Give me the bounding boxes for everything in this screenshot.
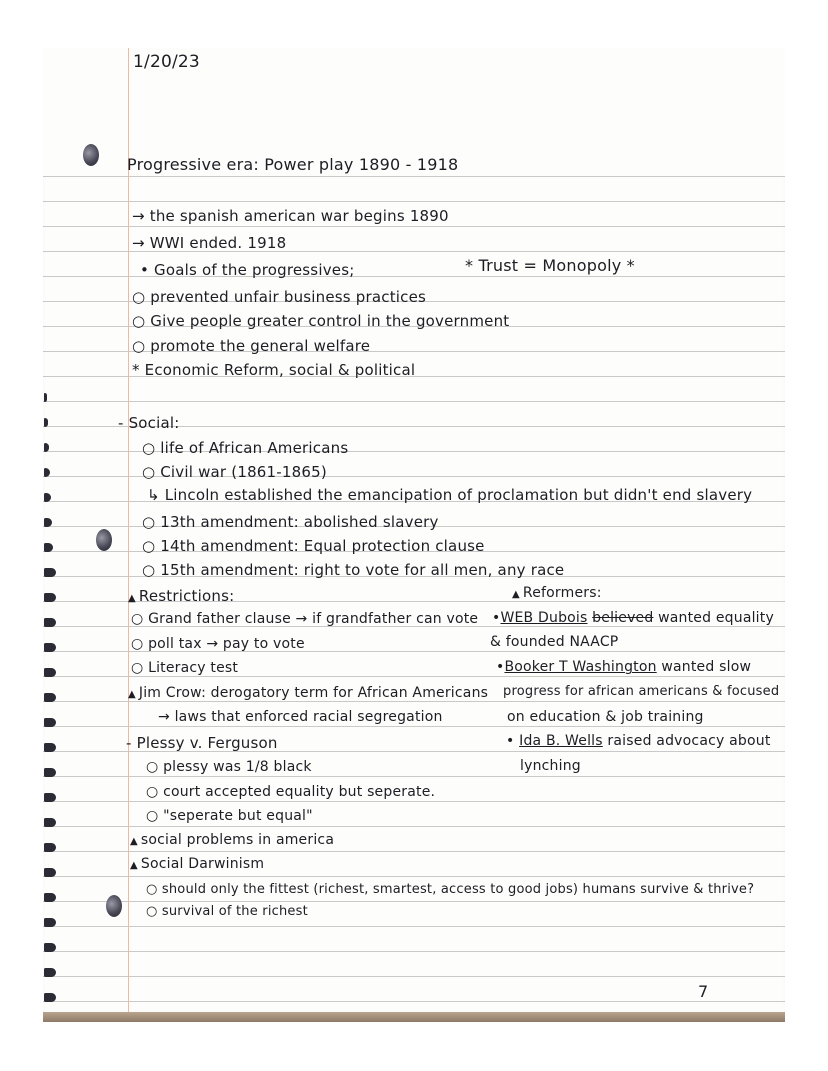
note-date: 1/20/23: [133, 52, 200, 72]
social-item: ○ life of African Americans: [142, 439, 349, 457]
restriction-item: ○ Grand father clause → if grandfather can vote: [131, 611, 479, 627]
social-heading: - Social:: [118, 414, 180, 432]
intro-line: * Economic Reform, social & political: [132, 361, 416, 379]
triangle-bullet-icon: ▲: [128, 689, 136, 700]
intro-line: ○ promote the general welfare: [132, 337, 371, 355]
social-item: ↳ Lincoln established the emancipation of proclamation but didn't end slavery: [147, 486, 753, 504]
plessy-item: ○ "seperate but equal": [146, 808, 313, 824]
restriction-item: ○ poll tax → pay to vote: [131, 636, 305, 652]
plessy-item: ○ plessy was 1/8 black: [146, 759, 312, 775]
social-item: ○ Civil war (1861-1865): [142, 463, 327, 481]
reformer-wells-line2: lynching: [520, 758, 581, 774]
reformer-dubois: •WEB Dubois believed wanted equality: [492, 610, 774, 626]
plessy-heading: - Plessy v. Ferguson: [126, 734, 278, 752]
problems-item: ○ should only the fittest (richest, smartest, access to good jobs) humans survive & thrive?: [146, 882, 755, 897]
bullet-dot-icon: •: [492, 610, 501, 626]
note-title: Progressive era: Power play 1890 - 1918: [127, 155, 459, 174]
triangle-bullet-icon: ▲: [128, 593, 136, 604]
reformer-washington: •Booker T Washington wanted slow: [496, 659, 752, 675]
margin-line: [128, 48, 129, 1020]
bullet-dot-icon: •: [506, 733, 520, 749]
triangle-bullet-icon: ▲: [130, 836, 138, 847]
plessy-item: ○ court accepted equality but seperate.: [146, 784, 436, 800]
social-item: ○ 15th amendment: right to vote for all men, any race: [142, 561, 565, 579]
triangle-bullet-icon: ▲: [512, 589, 520, 600]
reformer-washington-line3: on education & job training: [507, 709, 704, 725]
binder-hole-icon: [96, 529, 112, 551]
bullet-dot-icon: •: [496, 659, 505, 675]
reformers-heading: ▲ Reformers:: [512, 585, 602, 601]
intro-line: • Goals of the progressives;: [140, 261, 355, 279]
binder-hole-icon: [106, 895, 122, 917]
triangle-bullet-icon: ▲: [130, 860, 138, 871]
reformer-washington-line2: progress for african americans & focused: [503, 684, 780, 699]
intro-line: ○ Give people greater control in the government: [132, 312, 510, 330]
problems-line: ▲ social problems in america: [130, 832, 335, 848]
problems-item: ○ survival of the richest: [146, 904, 308, 919]
social-item: ○ 13th amendment: abolished slavery: [142, 513, 439, 531]
reformer-dubois-line2: & founded NAACP: [490, 634, 619, 650]
intro-line: ○ prevented unfair business practices: [132, 288, 427, 306]
restrictions-heading: ▲ Restrictions:: [128, 587, 235, 605]
intro-line: → WWI ended. 1918: [132, 234, 287, 252]
page-number: 7: [698, 982, 709, 1001]
restriction-item: ○ Literacy test: [131, 660, 239, 676]
social-item: ○ 14th amendment: Equal protection clause: [142, 537, 485, 555]
problems-line: ▲ Social Darwinism: [130, 856, 265, 872]
reformer-wells: • Ida B. Wells raised advocacy about: [506, 733, 771, 749]
page-bottom-edge: [43, 1012, 785, 1022]
intro-line: → the spanish american war begins 1890: [132, 207, 449, 225]
side-note: * Trust = Monopoly *: [465, 256, 635, 275]
jim-crow-line: ▲ Jim Crow: derogatory term for African Americans: [128, 685, 489, 701]
binder-hole-icon: [83, 144, 99, 166]
jim-crow-line: → laws that enforced racial segregation: [158, 709, 443, 725]
notebook-page: [43, 48, 785, 1020]
